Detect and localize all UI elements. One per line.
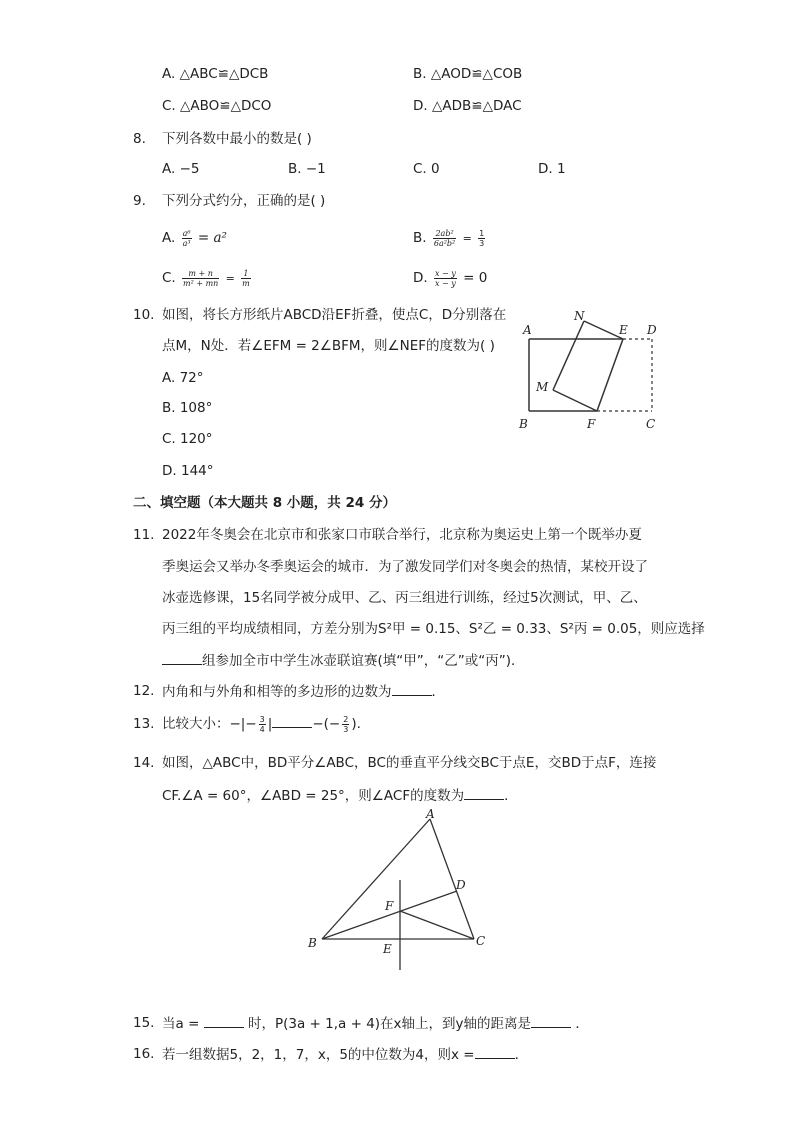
q8-stem: 下列各数中最小的数是( ) xyxy=(162,131,312,147)
q13-f2-bot: 3 xyxy=(343,724,349,734)
q11-line5 xyxy=(162,650,525,671)
q9-d-rest: = 0 xyxy=(463,270,488,286)
q8-number: 8. xyxy=(133,131,146,147)
q13-text: 比较大小：−|− xyxy=(162,716,257,732)
q9-c-label: C. xyxy=(162,270,176,286)
q14-label-c: C xyxy=(476,934,486,948)
q9-b-fraction xyxy=(433,229,456,248)
q15-answer-blank-2[interactable] xyxy=(531,1013,571,1028)
q13-f2-top: 2 xyxy=(343,714,349,724)
q8-option-b: B. −1 xyxy=(288,161,326,177)
q9-c-denominator: m² + mn xyxy=(183,278,219,288)
q11-answer-blank[interactable] xyxy=(162,650,202,665)
q14-edge-ac xyxy=(430,819,474,939)
q10-edge-mf xyxy=(553,390,597,411)
q9-c-result xyxy=(241,269,251,288)
q9-option-c: C. $\frac{m + n}{\text{m² + mn}}$ = $\frac{1}{m}$ xyxy=(162,268,250,288)
q14-label-a: A xyxy=(426,807,435,821)
q10-label-e: E xyxy=(619,323,628,337)
q10-option-b: B. 108° xyxy=(162,400,213,416)
q14-label-d: D xyxy=(456,878,466,892)
q12-number: 12. xyxy=(133,683,155,699)
q16-line xyxy=(162,1044,528,1065)
q9-d-denominator: x − y xyxy=(434,278,456,288)
q14-label-e: E xyxy=(383,942,392,956)
q13-fraction-2 xyxy=(342,715,349,734)
q9-a-label: A. xyxy=(162,230,176,246)
q11-line1: 2022年冬奥会在北京市和张家口市联合举行，北京称为奥运史上第一个既举办夏 xyxy=(162,527,642,543)
q10-edge-en xyxy=(584,321,623,339)
q14-line2 xyxy=(162,785,518,806)
q10-number: 10. xyxy=(133,307,155,323)
q12-end: ． xyxy=(431,684,445,700)
q13-answer-blank[interactable] xyxy=(272,713,312,728)
q7-option-a: A. △ABC≌△DCB xyxy=(162,66,269,82)
q12-line xyxy=(162,681,445,702)
q16-text: 若一组数据5，2，1，7，x，5的中位数为4，则x = xyxy=(162,1047,475,1063)
q10-edge-ef xyxy=(597,339,623,411)
q11-line5-text: 组参加全市中学生冰壶联谊赛(填“甲”，“乙”或“丙”)． xyxy=(202,653,525,669)
q8-option-a: A. −5 xyxy=(162,161,200,177)
q10-label-m: M xyxy=(536,380,549,394)
q9-d-numerator: x − y xyxy=(434,268,456,278)
q13-end: ). xyxy=(351,716,361,732)
q9-b-numerator: 2ab² xyxy=(433,229,456,239)
q14-answer-blank[interactable] xyxy=(464,785,504,800)
q10-label-a: A xyxy=(523,323,532,337)
q9-option-d xyxy=(413,266,487,290)
q10-label-c: C xyxy=(646,417,656,431)
q9-a-numerator: a⁶ xyxy=(182,228,191,238)
q9-option-b: B. $\frac{\text{2ab²}}{\text{6a²b²}}$ = $\frac{1}{3}$ xyxy=(413,228,485,248)
q14-label-f: F xyxy=(385,899,394,913)
q15-line xyxy=(162,1013,589,1034)
q9-d-fraction xyxy=(434,269,457,288)
q14-end: ． xyxy=(504,788,518,804)
q9-b-result-top: 1 xyxy=(479,228,485,238)
q13-fraction-1 xyxy=(259,715,266,734)
q15-end: ． xyxy=(575,1016,589,1032)
q10-stem-line1: 如图，将长方形纸片ABCD沿EF折叠，使点C，D分别落在 xyxy=(162,307,507,323)
q9-c-result-bot: m xyxy=(242,278,250,288)
q9-a-fraction xyxy=(182,229,192,248)
q10-label-f: F xyxy=(587,417,596,431)
q9-b-result xyxy=(478,229,485,248)
q14-edge-fc xyxy=(400,911,474,939)
q9-b-label: B. xyxy=(413,230,427,246)
q9-number: 9. xyxy=(133,193,146,209)
q10-option-d: D. 144° xyxy=(162,463,214,479)
q14-edge-ab xyxy=(322,819,430,939)
q14-line2-text: CF.∠A = 60°，∠ABD = 25°，则∠ACF的度数为 xyxy=(162,788,465,804)
q11-line4: 丙三组的平均成绩相同，方差分别为S²甲 = 0.15、S²乙 = 0.33、S²丙 = 0.05，则应选择 xyxy=(162,621,705,637)
q15-number: 15. xyxy=(133,1015,155,1031)
q7-option-d: D. △ADB≌△DAC xyxy=(413,98,522,114)
section-heading-fill-in: 二、填空题（本大题共 8 小题，共 24 分） xyxy=(133,495,396,511)
q13-f1-bot: 4 xyxy=(259,724,265,734)
q13-mid: | xyxy=(267,716,273,732)
q9-a-denominator: a³ xyxy=(182,238,191,248)
q14-number: 14. xyxy=(133,755,155,771)
q9-b-result-bot: 3 xyxy=(479,238,485,248)
q16-answer-blank[interactable] xyxy=(475,1044,515,1059)
q10-figure xyxy=(515,305,665,435)
q14-figure xyxy=(300,805,500,975)
q9-c-fraction xyxy=(182,269,219,288)
q13-mid2: −(− xyxy=(312,716,341,732)
q14-line1: 如图，△ABC中，BD平分∠ABC，BC的垂直平分线交BC于点E，交BD于点F，连接 xyxy=(162,755,657,771)
q7-option-c: C. △ABO≌△DCO xyxy=(162,98,272,114)
q9-c-result-top: 1 xyxy=(241,269,251,279)
q8-option-c: C. 0 xyxy=(413,161,440,177)
q8-option-d: D. 1 xyxy=(538,161,566,177)
q9-stem: 下列分式约分，正确的是( ) xyxy=(162,193,326,209)
q10-label-n: N xyxy=(574,309,585,323)
q13-f1-top: 3 xyxy=(259,714,265,724)
q16-number: 16. xyxy=(133,1046,155,1062)
q10-label-b: B xyxy=(519,417,528,431)
q15-answer-blank-1[interactable] xyxy=(204,1013,244,1028)
q16-end: ． xyxy=(514,1047,529,1063)
q9-b-denominator: 6a²b² xyxy=(433,238,456,248)
q12-text: 内角和与外角和相等的多边形的边数为 xyxy=(162,684,392,700)
q10-option-c: C. 120° xyxy=(162,431,213,447)
q10-edge-nm xyxy=(553,321,584,390)
q9-a-rest: = a² xyxy=(197,230,227,246)
q14-label-b: B xyxy=(308,936,317,950)
q13-number: 13. xyxy=(133,716,155,732)
q11-number: 11. xyxy=(133,527,155,543)
q9-d-label: D. xyxy=(413,270,428,286)
q11-line3: 冰壶选修课，15名同学被分成甲、乙、丙三组进行训练，经过5次测试，甲、乙、 xyxy=(162,590,647,606)
q10-label-d: D xyxy=(647,323,657,337)
q12-answer-blank[interactable] xyxy=(392,681,432,696)
q11-line2: 季奥运会又举办冬季奥运会的城市．为了激发同学们对冬奥会的热情，某校开设了 xyxy=(162,559,648,575)
q7-option-b: B. △AOD≌△COB xyxy=(413,66,523,82)
q15-text1: 当a = xyxy=(162,1016,200,1032)
q15-text2: 时，P(3a + 1,a + 4)在x轴上，到y轴的距离是 xyxy=(247,1016,532,1032)
q9-option-a xyxy=(162,226,227,250)
q10-option-a: A. 72° xyxy=(162,370,204,386)
q10-stem-line2: 点M，N处．若∠EFM = 2∠BFM，则∠NEF的度数为( ) xyxy=(162,338,495,354)
q9-c-numerator: m + n xyxy=(182,269,219,279)
q13-line xyxy=(162,712,361,736)
